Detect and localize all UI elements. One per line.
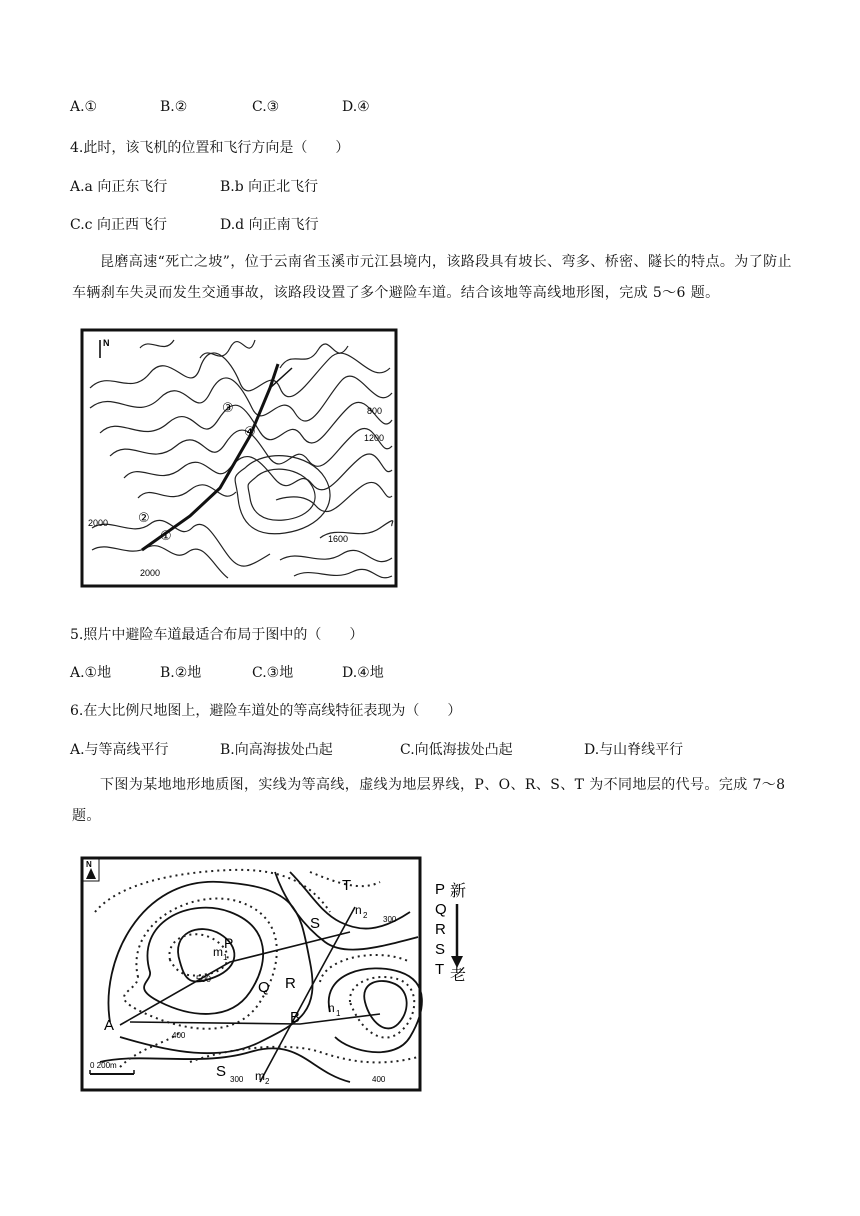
passage-5-6: 昆磨高速“死亡之坡”，位于云南省玉溪市元江县境内，该路段具有坡长、弯多、桥密、隧长的特点。为了防止车辆刹车失灵而发生交通事故，该路段设置了多个避险车道。结合该地等高线地形图，完成 5～6 题。 — [72, 254, 792, 301]
map2-label-R: R — [285, 975, 296, 992]
map1-marker-1: ① — [160, 528, 172, 543]
map1-north-label: N — [103, 338, 110, 348]
map1-marker-2: ② — [138, 510, 150, 525]
q6-option-b: B.向高海拔处凸起 — [220, 742, 333, 758]
q4-stem: 4.此时，该飞机的位置和飞行方向是（ ） — [70, 140, 350, 156]
q5-option-a: A.①地 — [70, 665, 112, 681]
geologic-map-2-svg — [80, 852, 480, 1094]
q3-option-c: C.③ — [252, 99, 280, 115]
map2-label-n2-sub: 2 — [363, 911, 368, 920]
legend-letter-T: T — [435, 961, 445, 978]
map2-scale-label: 0 200m — [90, 1061, 117, 1070]
map2-label-S-top: S — [310, 915, 321, 932]
legend-letter-P: P — [435, 881, 446, 898]
map2-label-m2-sub: 2 — [265, 1077, 270, 1086]
map2-label-S-bottom: S — [216, 1063, 227, 1080]
map1-contour-1200: 1200 — [364, 433, 385, 443]
q5-stem: 5.照片中避险车道最适合布局于图中的（ ） — [70, 627, 364, 643]
map1-marker-4: ④ — [244, 424, 256, 439]
map2-label-m1: m — [213, 945, 223, 959]
map2-label-m2: m — [255, 1069, 265, 1083]
q5-option-b: B.②地 — [160, 665, 202, 681]
map2-label-A: A — [104, 1017, 115, 1034]
q3-option-b: B.② — [160, 99, 188, 115]
q6-option-a: A.与等高线平行 — [70, 742, 169, 758]
legend-letter-S: S — [435, 941, 446, 958]
q3-option-d: D.④ — [342, 99, 370, 115]
map2-label-Q: Q — [258, 979, 270, 996]
map2-contour-400-right: 400 — [372, 1075, 386, 1084]
q4-option-a: A.a 向正东飞行 — [70, 179, 168, 195]
legend-letter-Q: Q — [435, 901, 447, 918]
map2-label-n1-sub: 1 — [336, 1009, 341, 1018]
q3-option-a: A.① — [70, 99, 98, 115]
q6-stem: 6.在大比例尺地图上，避险车道处的等高线特征表现为（ ） — [70, 703, 462, 719]
q6-option-c: C.向低海拔处凸起 — [400, 742, 513, 758]
map1-contour-800: 800 — [367, 406, 383, 416]
q4-option-d: D.d 向正南飞行 — [220, 217, 319, 233]
map2-label-B: B — [290, 1009, 301, 1026]
map1-contour-1600: 1600 — [328, 534, 349, 544]
map1-contour-2000-bottom: 2000 — [140, 568, 161, 578]
map2-contour-500: 500 — [196, 974, 212, 984]
q5-option-d: D.④地 — [342, 665, 384, 681]
map2-label-n2: n — [355, 903, 362, 917]
legend-label-old: 老 — [450, 967, 467, 984]
contour-map-1 — [80, 328, 400, 590]
map2-label-P: P — [224, 935, 234, 951]
map2-contour-300-top: 300 — [383, 915, 397, 924]
map2-north-label: N — [86, 860, 92, 869]
map2-label-n1: n — [328, 1001, 335, 1015]
map2-label-T: T — [342, 877, 352, 894]
q4-option-c: C.c 向正西飞行 — [70, 217, 167, 233]
q4-option-b: B.b 向正北飞行 — [220, 179, 319, 195]
map2-label-m1-sub: 1 — [223, 953, 228, 962]
legend-letter-R: R — [435, 921, 446, 938]
contour-map-1-svg — [80, 328, 400, 590]
map1-contour-2000-left: 2000 — [88, 518, 109, 528]
q5-option-c: C.③地 — [252, 665, 294, 681]
passage-7-8: 下图为某地地形地质图，实线为等高线，虚线为地层界线，P、O、R、S、T 为不同地层的代号。完成 7～8 题。 — [72, 777, 786, 824]
geologic-map-2 — [80, 852, 480, 1094]
map2-contour-400-left: 400 — [172, 1031, 186, 1040]
legend-label-new: 新 — [450, 883, 467, 900]
map1-marker-3: ③ — [222, 400, 234, 415]
map2-contour-300-bottom: 300 — [230, 1075, 244, 1084]
q6-option-d: D.与山脊线平行 — [584, 742, 684, 758]
